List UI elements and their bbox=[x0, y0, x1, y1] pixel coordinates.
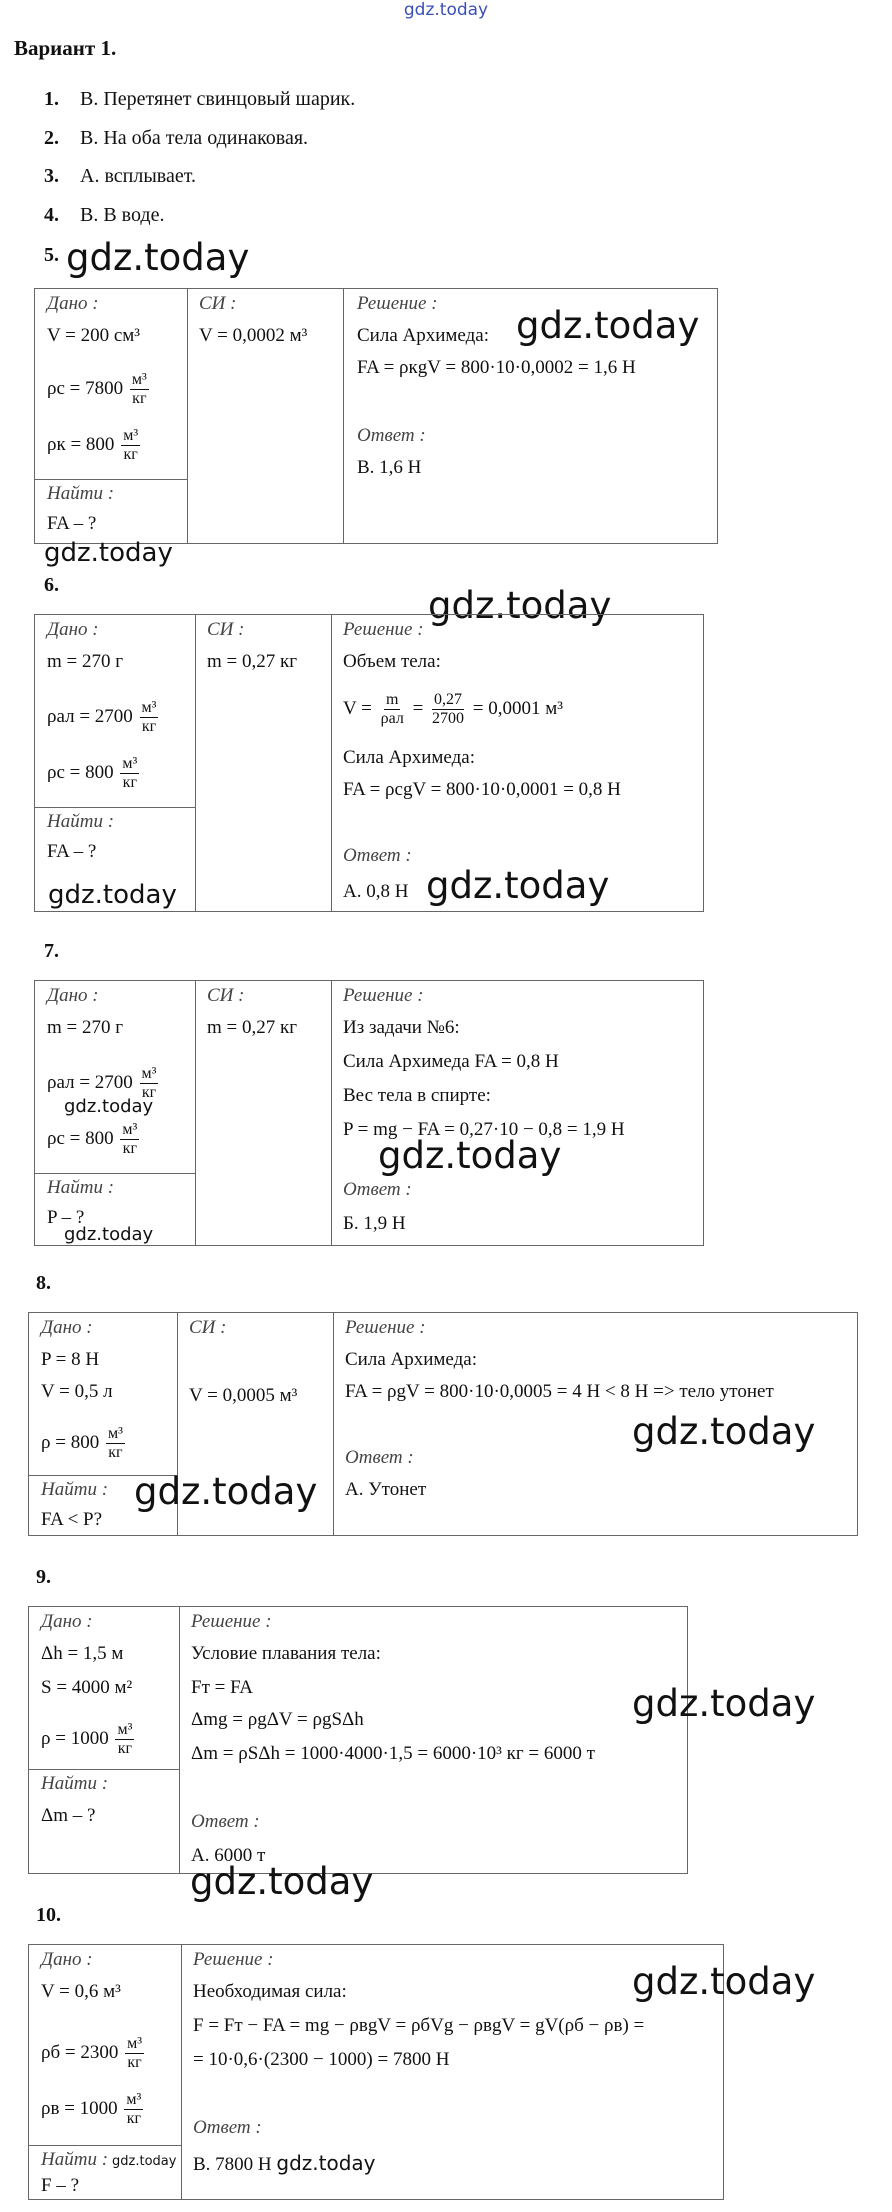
given-label: Дано : bbox=[41, 1317, 93, 1338]
find-label: Найти : bbox=[47, 483, 115, 504]
given-v: V = 0,5 л bbox=[41, 1381, 113, 1402]
find-label: Найти : bbox=[47, 811, 115, 832]
find-label: Найти : bbox=[47, 1177, 115, 1198]
solution-line: FA = ρсgV = 800·10·0,0001 = 0,8 Н bbox=[343, 779, 621, 800]
answer-value: Б. 1,9 Н bbox=[343, 1213, 406, 1234]
given-rho-b: ρб = 2300 $\frac{\text{м³}}{кг}$ bbox=[41, 2035, 143, 2071]
find-label: Найти : bbox=[41, 1479, 109, 1500]
given-label: Дано : bbox=[47, 985, 99, 1006]
solution-line: Fт = FA bbox=[191, 1677, 253, 1698]
si-label: СИ : bbox=[207, 619, 245, 640]
find-value: P – ? bbox=[47, 1207, 85, 1228]
given-p: P = 8 Н bbox=[41, 1349, 100, 1370]
answers-list bbox=[44, 88, 355, 242]
answer-label: Ответ : bbox=[345, 1447, 414, 1468]
list-item bbox=[44, 88, 355, 127]
problem-number: 9. bbox=[36, 1566, 51, 1588]
solution-line: Из задачи №6: bbox=[343, 1017, 460, 1038]
item-text: В. На оба тела одинаковая. bbox=[80, 126, 309, 149]
watermark: gdz.today bbox=[44, 538, 173, 568]
answer-value: В. 7800 Н gdz.today bbox=[193, 2151, 376, 2175]
solution-line: Δm = ρSΔh = 1000·4000·1,5 = 6000·10³ кг = 6000 т bbox=[191, 1743, 595, 1764]
solution-line: Δmg = ρgΔV = ρgSΔh bbox=[191, 1709, 364, 1730]
problem-9-table bbox=[28, 1606, 688, 1874]
watermark: gdz.today bbox=[632, 1682, 816, 1725]
given-rho-k: ρк = 800 $\frac{\text{м³}}{кг}$ bbox=[47, 427, 139, 463]
answer-value: А. Утонет bbox=[345, 1479, 427, 1500]
problem-number: 10. bbox=[36, 1904, 61, 1926]
answer-label: Ответ : bbox=[191, 1811, 260, 1832]
watermark: gdz.today bbox=[428, 584, 612, 627]
answer-value: А. 6000 т bbox=[191, 1845, 266, 1866]
solution-line: Сила Архимеда FA = 0,8 Н bbox=[343, 1051, 559, 1072]
si-label: СИ : bbox=[199, 293, 237, 314]
given-label: Дано : bbox=[47, 293, 99, 314]
given-rho-c: ρс = 800 $\frac{\text{м³}}{кг}$ bbox=[47, 1121, 138, 1157]
find-value: FA – ? bbox=[47, 841, 97, 862]
find-value: Δm – ? bbox=[41, 1805, 96, 1826]
find-value: FA – ? bbox=[47, 513, 97, 534]
solution-line: Сила Архимеда: bbox=[343, 747, 475, 768]
solution-line: = 10·0,6·(2300 − 1000) = 7800 Н bbox=[193, 2049, 450, 2070]
given-label: Дано : bbox=[41, 1611, 93, 1632]
given-rho: ρ = 800 $\frac{\text{м³}}{кг}$ bbox=[41, 1425, 123, 1461]
watermark: gdz.today bbox=[426, 864, 610, 907]
item-number: 4. bbox=[44, 203, 59, 226]
watermark: gdz.today bbox=[632, 1410, 816, 1453]
given-m: m = 270 г bbox=[47, 1017, 124, 1038]
item-number: 2. bbox=[44, 126, 59, 149]
si-value: m = 0,27 кг bbox=[207, 651, 298, 672]
solution-label: Решение : bbox=[191, 1611, 272, 1632]
problem-number: 8. bbox=[36, 1272, 51, 1294]
answer-value: А. 0,8 Н bbox=[343, 881, 409, 902]
given-rho-c: ρс = 7800 $\frac{\text{м³}}{кг}$ bbox=[47, 371, 147, 407]
item-number: 1. bbox=[44, 88, 59, 110]
site-watermark-top[interactable]: gdz.today bbox=[403, 0, 489, 20]
watermark: gdz.today bbox=[64, 1096, 154, 1117]
problem-number: 6. bbox=[44, 574, 59, 596]
given-label: Дано : bbox=[41, 1949, 93, 1970]
answer-value: В. 1,6 Н bbox=[357, 457, 422, 478]
si-value: V = 0,0005 м³ bbox=[189, 1385, 298, 1406]
given-v: V = 200 см³ bbox=[47, 325, 140, 346]
watermark: gdz.today bbox=[632, 1960, 816, 2003]
list-item bbox=[44, 165, 355, 204]
problem-number: 5. bbox=[44, 244, 59, 266]
solution-label: Решение : bbox=[345, 1317, 426, 1338]
solution-line: FA = ρgV = 800·10·0,0005 = 4 Н < 8 Н => тело утонет bbox=[345, 1381, 774, 1402]
item-text: В. Перетянет свинцовый шарик. bbox=[80, 88, 356, 110]
given-dh: Δh = 1,5 м bbox=[41, 1643, 124, 1664]
si-value: V = 0,0002 м³ bbox=[199, 325, 308, 346]
given-m: m = 270 г bbox=[47, 651, 124, 672]
solution-line: Необходимая сила: bbox=[193, 1981, 347, 2002]
answer-label: Ответ : bbox=[343, 1179, 412, 1200]
solution-line: F = Fт − FA = mg − ρвgV = ρбVg − ρвgV = gV(ρб − ρв) = bbox=[193, 2015, 645, 2036]
find-label: Найти : bbox=[41, 1773, 109, 1794]
solution-line: Вес тела в спирте: bbox=[343, 1085, 491, 1106]
given-v: V = 0,6 м³ bbox=[41, 1981, 121, 2002]
watermark: gdz.today bbox=[190, 1860, 374, 1903]
find-value: FA < P? bbox=[41, 1509, 103, 1530]
solution-line: Сила Архимеда: bbox=[345, 1349, 477, 1370]
answer-label: Ответ : bbox=[193, 2117, 262, 2138]
solution-label: Решение : bbox=[343, 985, 424, 1006]
given-s: S = 4000 м² bbox=[41, 1677, 133, 1698]
solution-label: Решение : bbox=[357, 293, 438, 314]
given-label: Дано : bbox=[47, 619, 99, 640]
item-text: А. всплывает. bbox=[80, 165, 196, 187]
given-rho-al: ρал = 2700 $\frac{\text{м³}}{кг}$ bbox=[47, 699, 157, 735]
solution-line: FA = ρкgV = 800·10·0,0002 = 1,6 Н bbox=[357, 357, 636, 378]
watermark: gdz.today bbox=[112, 2154, 177, 2169]
watermark: gdz.today bbox=[64, 1224, 154, 1245]
find-value: F – ? bbox=[41, 2175, 79, 2196]
volume-formula: V = $\frac{m}{\text{ρал}}$ = $\frac{0,27}{2700}$ = 0,0001 м³ bbox=[343, 691, 563, 727]
list-item bbox=[44, 127, 355, 166]
si-value: m = 0,27 кг bbox=[207, 1017, 298, 1038]
answer-label: Ответ : bbox=[343, 845, 412, 866]
solution-label: Решение : bbox=[343, 619, 424, 640]
watermark: gdz.today bbox=[276, 2151, 376, 2175]
solution-label: Решение : bbox=[193, 1949, 274, 1970]
item-text: В. В воде. bbox=[80, 203, 165, 226]
watermark: gdz.today bbox=[66, 236, 250, 279]
watermark: gdz.today bbox=[48, 880, 177, 910]
given-rho-c: ρс = 800 $\frac{\text{м³}}{кг}$ bbox=[47, 755, 138, 791]
item-number: 3. bbox=[44, 165, 59, 187]
watermark: gdz.today bbox=[134, 1470, 318, 1513]
problem-10-table bbox=[28, 1944, 724, 2200]
watermark: gdz.today bbox=[516, 304, 700, 347]
solution-line: Объем тела: bbox=[343, 651, 441, 672]
variant-title: Вариант 1. bbox=[14, 36, 117, 60]
given-rho-v: ρв = 1000 $\frac{\text{м³}}{кг}$ bbox=[41, 2091, 142, 2127]
si-label: СИ : bbox=[207, 985, 245, 1006]
find-label: Найти : gdz.today bbox=[41, 2149, 177, 2170]
watermark: gdz.today bbox=[378, 1134, 562, 1177]
solution-line: Условие плавания тела: bbox=[191, 1643, 381, 1664]
problem-number: 7. bbox=[44, 940, 59, 962]
answer-label: Ответ : bbox=[357, 425, 426, 446]
solution-line: P = mg − FA = 0,27·10 − 0,8 = 1,9 Н bbox=[343, 1119, 625, 1140]
si-label: СИ : bbox=[189, 1317, 227, 1338]
solution-line: Сила Архимеда: bbox=[357, 325, 489, 346]
given-rho-al: ρал = 2700 $\frac{\text{м³}}{кг}$ bbox=[47, 1065, 157, 1101]
given-rho: ρ = 1000 $\frac{\text{м³}}{кг}$ bbox=[41, 1721, 133, 1757]
